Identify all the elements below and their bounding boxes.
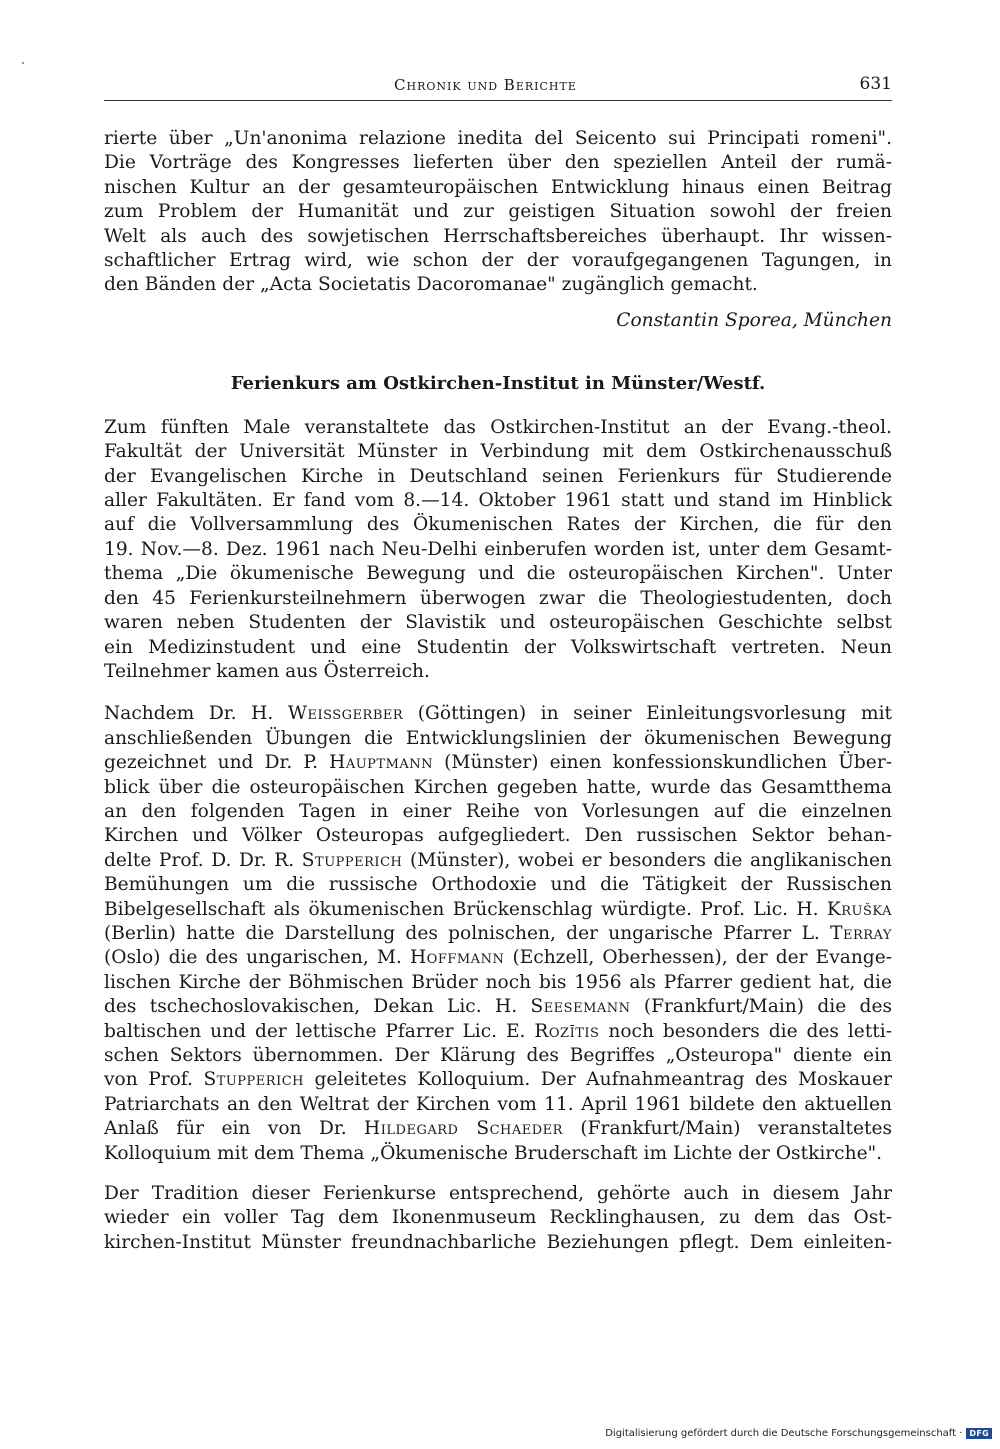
text-segment: geleitetes Kolloquium. Der Aufnahmeantrag des Moskauer: [304, 1069, 893, 1091]
text-line: [104, 1093, 892, 1117]
text-line: den Bänden der „Acta Societatis Dacoromanae" zugänglich gemacht.: [104, 274, 758, 296]
text-segment: (Frankfurt/Main) die des: [630, 996, 893, 1018]
text-line: Der Tradition dieser Ferienkurse entsprechend, gehörte auch in diesem Jahr: [104, 1183, 892, 1205]
text-line: Teilnehmer kamen aus Österreich.: [104, 660, 430, 682]
text-segment: (Berlin) hatte die Darstellung des polnischen, der ungarische Pfarrer L.: [104, 922, 831, 944]
text-segment: Nachdem Dr. H.: [104, 703, 288, 725]
text-line: rierte über „Un'anonima relazione inedita del Seicento sui Principati romeni".: [104, 128, 892, 149]
text-line: [104, 824, 892, 848]
article-title: Ferienkurs am Ostkirchen-Institut in Münster/Westf.: [230, 372, 766, 394]
text-segment: noch besonders die des letti-: [599, 1020, 892, 1042]
text-segment: schen Sektors übernommen. Der Klärung des Begriffes „Osteuropa" diente ein: [104, 1045, 892, 1066]
text-segment: blick über die osteuropäischen Kirchen gegeben hatte, wurde das Gesamtthema: [104, 776, 892, 798]
person-name: Kruška: [826, 898, 892, 920]
continuation-paragraph: [104, 127, 892, 298]
person-name: Hildegard Schaeder: [364, 1118, 563, 1140]
article-paragraph-2: [104, 702, 892, 1166]
text-line: [104, 1020, 892, 1044]
text-line: aller Fakultäten. Er fand vom 8.—14. Oktober 1961 statt und stand im Hinblick: [104, 490, 892, 512]
running-head: [104, 70, 892, 101]
text-line: ein Medizinstudent und eine Studentin der Volkswirtschaft vertreten. Neun: [104, 636, 892, 658]
person-name: Rozītis: [534, 1020, 600, 1042]
text-line: [104, 873, 892, 897]
person-name: Hoffmann: [409, 947, 505, 969]
text-line: schaftlicher Ertrag wird, wie schon der der voraufgegangenen Tagungen, in: [104, 250, 892, 272]
text-segment: (Münster) einen konfessionskundlichen Über-: [433, 752, 892, 774]
text-line: [104, 1142, 892, 1166]
article-paragraph-1: [104, 416, 892, 684]
text-segment: an den folgenden Tagen in einer Reihe von Vorlesungen auf die einzelnen: [104, 800, 892, 822]
text-segment: von Prof.: [104, 1069, 204, 1091]
text-segment: (Frankfurt/Main) veranstaltetes: [562, 1118, 892, 1140]
text-line: [104, 1044, 892, 1068]
person-name: Terray: [830, 922, 892, 944]
digitization-footer: [605, 1428, 992, 1439]
text-segment: Bemühungen um die russische Orthodoxie und die Tätigkeit der Russischen: [104, 874, 892, 896]
scan-speck: [22, 62, 24, 64]
text-line: wieder ein voller Tag dem Ikonenmuseum Recklinghausen, zu dem das Ost-: [104, 1207, 892, 1229]
text-segment: lischen Kirche der Böhmischen Brüder noch bis 1956 als Pfarrer gedient hat, die: [104, 971, 892, 993]
page: [104, 70, 892, 1255]
text-segment: baltischen und der lettische Pfarrer Lic. E.: [104, 1020, 535, 1042]
text-segment: delte Prof. D. Dr. R.: [104, 849, 302, 871]
text-line: der Evangelischen Kirche in Deutschland seinen Ferienkurs für Studierende: [104, 465, 892, 487]
text-line: Welt als auch des sowjetischen Herrschaftsbereiches überhaupt. Ihr wissen-: [104, 225, 892, 247]
text-segment: (Göttingen) in seiner Einleitungsvorlesung mit: [403, 703, 892, 725]
text-line: kirchen-Institut Münster freundnachbarliche Beziehungen pflegt. Dem einleiten-: [104, 1231, 892, 1253]
text-line: auf die Vollversammlung des Ökumenischen Rates der Kirchen, die für den: [104, 514, 892, 536]
text-line: [104, 946, 892, 970]
text-line: thema „Die ökumenische Bewegung und die osteuropäischen Kirchen". Unter: [104, 563, 892, 585]
dfg-logo: DFG: [966, 1428, 992, 1439]
person-name: Seesemann: [530, 996, 631, 1018]
person-name: Weissgerber: [287, 703, 404, 725]
text-segment: (Oslo) die des ungarischen, M.: [104, 947, 410, 969]
text-line: [104, 800, 892, 824]
text-line: waren neben Studenten der Slavistik und osteuropäischen Geschichte selbst: [104, 612, 892, 634]
text-segment: des tschechoslovakischen, Dekan Lic. H.: [104, 996, 531, 1018]
text-segment: (Münster), wobei er besonders die anglikanischen: [402, 849, 892, 871]
text-line: den 45 Ferienkursteilnehmern überwogen zwar die Theologiestudenten, doch: [104, 587, 892, 609]
text-line: [104, 898, 892, 922]
text-line: Zum fünften Male veranstaltete das Ostkirchen-Institut an der Evang.-theol.: [104, 416, 892, 438]
text-line: nischen Kultur an der gesamteuropäischen Entwicklung hinaus einen Beitrag: [104, 176, 892, 198]
text-line: [104, 971, 892, 995]
text-line: [104, 751, 892, 775]
text-segment: Patriarchats an den Weltrat der Kirchen vom 11. April 1961 bildete den aktuellen: [104, 1093, 892, 1115]
text-segment: (Echzell, Oberhessen), der der Evange-: [504, 947, 892, 969]
text-segment: gezeichnet und Dr. P.: [104, 752, 330, 774]
text-line: [104, 727, 892, 751]
text-line: Die Vorträge des Kongresses lieferten über den speziellen Anteil der rumä-: [104, 152, 892, 174]
author-signature: Constantin Sporea, München: [616, 309, 892, 331]
article-paragraph-3: [104, 1182, 892, 1255]
person-name: Stupperich: [203, 1069, 304, 1091]
page-number: 631: [859, 74, 892, 94]
text-line: [104, 702, 892, 726]
text-line: [104, 849, 892, 873]
running-title: Chronik und Berichte: [394, 76, 577, 94]
text-line: Fakultät der Universität Münster in Verbindung mit dem Ostkirchenausschuß: [104, 441, 892, 463]
footer-text: Digitalisierung gefördert durch die Deutsche Forschungsgemeinschaft ·: [605, 1428, 963, 1439]
person-name: Stupperich: [301, 849, 403, 871]
text-line: [104, 922, 892, 946]
text-line: zum Problem der Humanität und zur geistigen Situation sowohl der freien: [104, 201, 892, 223]
text-segment: Bibelgesellschaft als ökumenischen Brückenschlag würdigte. Prof. Lic. H.: [104, 898, 827, 920]
text-line: 19. Nov.—8. Dez. 1961 nach Neu-Delhi einberufen worden ist, unter dem Gesamt-: [104, 538, 892, 560]
text-line: [104, 1068, 892, 1092]
text-segment: Kirchen und Völker Osteuropas aufgegliedert. Den russischen Sektor behan-: [104, 825, 892, 847]
text-line: [104, 776, 892, 800]
text-line: [104, 1117, 892, 1141]
text-segment: anschließenden Übungen die Entwicklungslinien der ökumenischen Bewegung: [104, 727, 892, 749]
person-name: Hauptmann: [329, 752, 434, 774]
text-line: [104, 995, 892, 1019]
text-segment: Anlaß für ein von Dr.: [104, 1118, 365, 1140]
text-segment: Kolloquium mit dem Thema „Ökumenische Bruderschaft im Lichte der Ostkirche".: [104, 1142, 883, 1164]
